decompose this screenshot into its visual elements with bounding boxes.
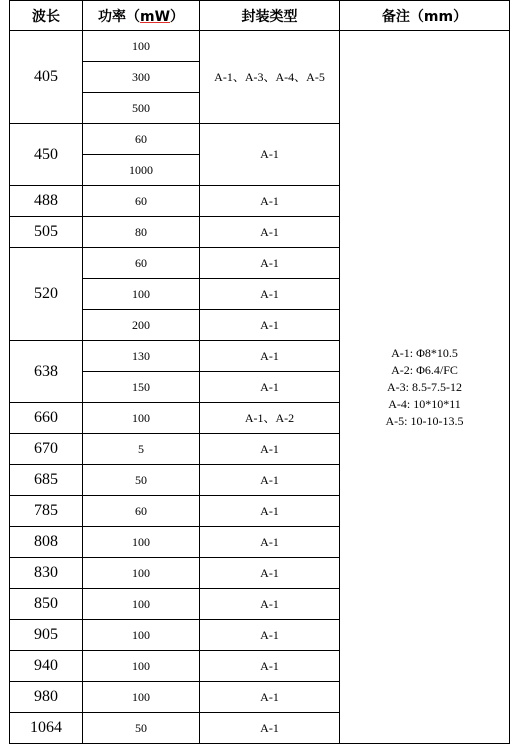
package-cell: A-1	[200, 434, 340, 465]
product-spec-table	[9, 0, 510, 744]
power-cell: 100	[83, 589, 200, 620]
power-cell: 80	[83, 217, 200, 248]
header-row	[10, 1, 510, 31]
power-cell: 60	[83, 186, 200, 217]
package-cell: A-1、A-3、A-4、A-5	[200, 31, 340, 124]
package-cell: A-1	[200, 558, 340, 589]
power-cell: 60	[83, 248, 200, 279]
power-cell: 100	[83, 279, 200, 310]
header-remark-suffix: ）	[453, 8, 468, 25]
header-remark	[340, 1, 510, 31]
remark-line: A-1: Φ8*10.5	[391, 345, 458, 360]
header-remark-prefix: 备注（	[381, 8, 424, 25]
power-cell: 50	[83, 713, 200, 744]
wavelength-cell: 505	[10, 217, 83, 248]
wavelength-cell: 670	[10, 434, 83, 465]
wavelength-cell: 660	[10, 403, 83, 434]
package-cell: A-1	[200, 682, 340, 713]
remark-line: A-2: Φ6.4/FC	[391, 362, 458, 377]
package-cell: A-1	[200, 713, 340, 744]
power-cell: 100	[83, 620, 200, 651]
wavelength-cell: 940	[10, 651, 83, 682]
package-cell: A-1、A-2	[200, 403, 340, 434]
power-cell: 150	[83, 372, 200, 403]
package-cell: A-1	[200, 496, 340, 527]
package-cell: A-1	[200, 341, 340, 372]
power-cell: 130	[83, 341, 200, 372]
power-cell: 300	[83, 62, 200, 93]
package-cell: A-1	[200, 527, 340, 558]
wavelength-cell: 905	[10, 620, 83, 651]
power-cell: 50	[83, 465, 200, 496]
wavelength-cell: 785	[10, 496, 83, 527]
header-wavelength: 波长	[10, 1, 83, 31]
package-cell: A-1	[200, 279, 340, 310]
package-cell: A-1	[200, 186, 340, 217]
package-cell: A-1	[200, 620, 340, 651]
table-row	[10, 31, 510, 62]
power-cell: 1000	[83, 155, 200, 186]
wavelength-cell: 685	[10, 465, 83, 496]
header-power-suffix: ）	[170, 8, 185, 25]
wavelength-cell: 405	[10, 31, 83, 124]
remark-line: A-5: 10-10-13.5	[385, 413, 464, 428]
package-cell: A-1	[200, 248, 340, 279]
power-cell: 100	[83, 31, 200, 62]
power-cell: 100	[83, 558, 200, 589]
package-cell: A-1	[200, 217, 340, 248]
wavelength-cell: 850	[10, 589, 83, 620]
wavelength-cell: 520	[10, 248, 83, 341]
wavelength-cell: 980	[10, 682, 83, 713]
wavelength-cell: 1064	[10, 713, 83, 744]
power-cell: 100	[83, 651, 200, 682]
power-cell: 100	[83, 403, 200, 434]
wavelength-cell: 450	[10, 124, 83, 186]
remark-line: A-4: 10*10*11	[388, 396, 461, 411]
power-cell: 200	[83, 310, 200, 341]
package-cell: A-1	[200, 589, 340, 620]
power-cell: 60	[83, 124, 200, 155]
wavelength-cell: 830	[10, 558, 83, 589]
package-cell: A-1	[200, 372, 340, 403]
power-cell: 100	[83, 682, 200, 713]
power-cell: 500	[83, 93, 200, 124]
package-cell: A-1	[200, 465, 340, 496]
header-power-prefix: 功率（	[97, 8, 140, 25]
package-cell: A-1	[200, 651, 340, 682]
package-cell: A-1	[200, 310, 340, 341]
power-cell: 100	[83, 527, 200, 558]
header-power-unit: mW	[139, 8, 171, 25]
power-cell: 60	[83, 496, 200, 527]
header-remark-unit: mm	[423, 8, 454, 25]
wavelength-cell: 488	[10, 186, 83, 217]
package-cell: A-1	[200, 124, 340, 186]
remark-cell	[340, 31, 510, 744]
remark-line: A-3: 8.5-7.5-12	[387, 379, 462, 394]
wavelength-cell: 808	[10, 527, 83, 558]
header-package: 封装类型	[200, 1, 340, 31]
power-cell: 5	[83, 434, 200, 465]
header-power	[83, 1, 200, 31]
wavelength-cell: 638	[10, 341, 83, 403]
